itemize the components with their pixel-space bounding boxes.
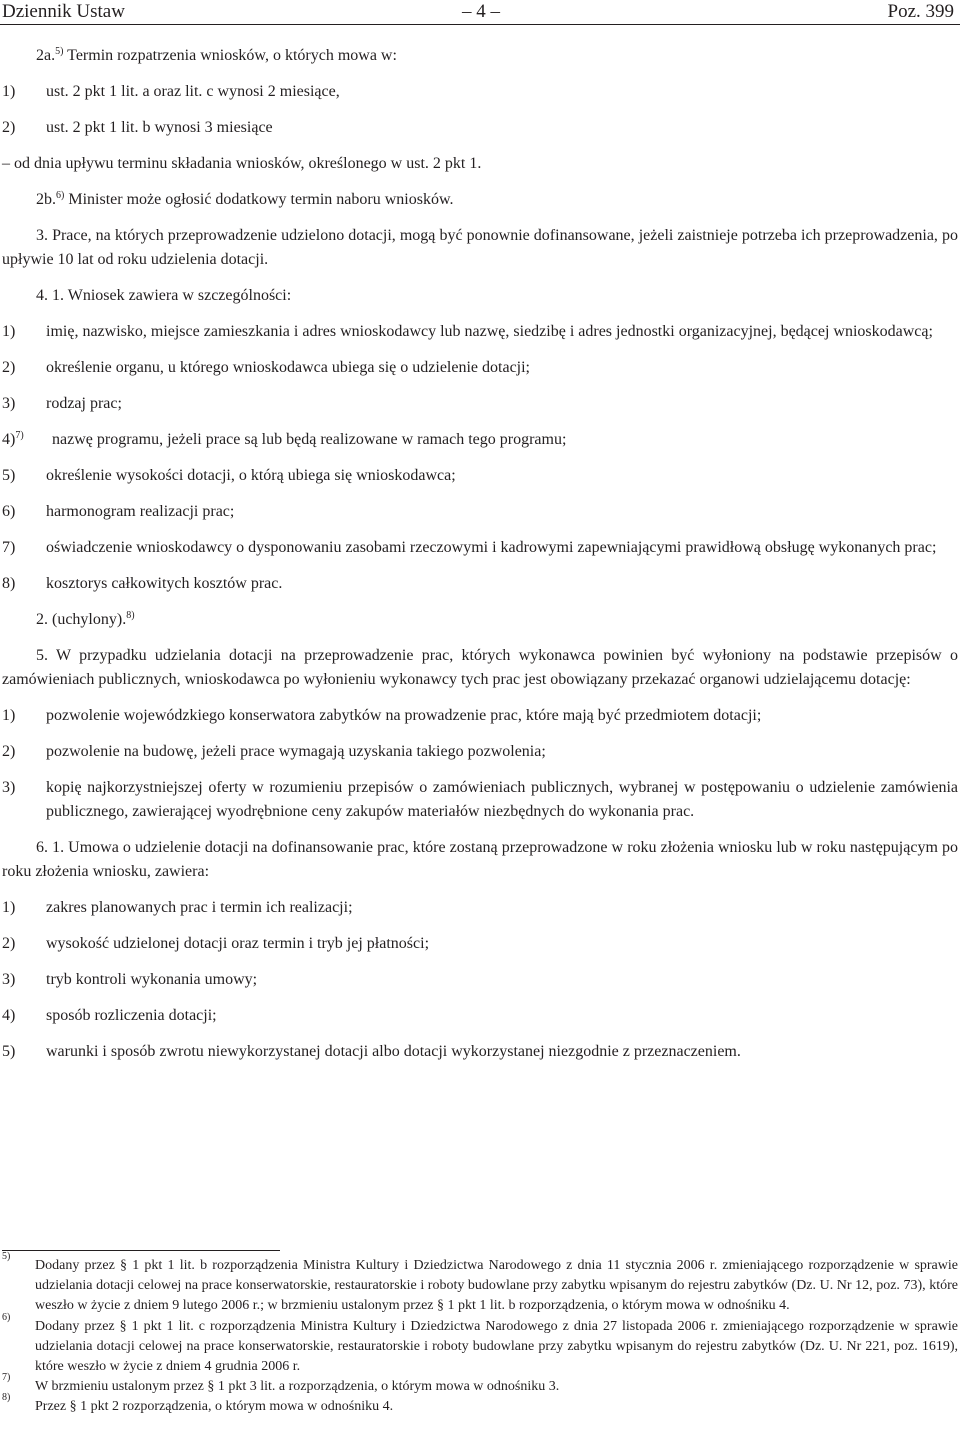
list-item	[2, 116, 958, 140]
list-item-text: nazwę programu, jeżeli prace są lub będą realizowane w ramach tego programu;	[52, 431, 567, 448]
list-item	[2, 500, 958, 524]
list-item-text: kosztorys całkowitych kosztów prac.	[46, 575, 283, 592]
footnote	[2, 1311, 958, 1378]
list-item	[2, 80, 958, 104]
footnote	[2, 1372, 958, 1397]
footnote-text: Przez § 1 pkt 2 rozporządzenia, o którym mowa w odnośniku 4.	[35, 1399, 394, 1415]
list-item-number: 2)	[2, 935, 16, 952]
list-item-number: 6)	[2, 503, 16, 520]
footnote-ref-8: 8)	[126, 610, 135, 621]
footnote-ref-7: 7)	[15, 430, 24, 441]
footnote-number: 6)	[2, 1311, 11, 1323]
list-item-number: 1)	[2, 899, 16, 916]
page-number: – 4 –	[462, 1, 500, 22]
list-item-text: imię, nazwisko, miejsce zamieszkania i adres wnioskodawcy lub nazwę, siedzibę i adres jednostki organizacyjnej, będącej wnioskodawcą;	[46, 323, 933, 340]
footnote-text: Dodany przez § 1 pkt 1 lit. c rozporządzenia Ministra Kultury i Dziedzictwa Narodowego z dnia 27 listopada 2006 r. zmieniającego rozporządzenie w sprawie udzielania dotacji celowej na prace konserwatorskie, restauratorskie i roboty budowlane przy zabytku wpisanym do rejestru zabytków (Dz. U. Nr 221, poz. 1619), które weszło w życie z dniem 4 grudnia 2006 r.	[35, 1318, 958, 1375]
list-item-number: 2)	[2, 743, 16, 760]
list-item	[2, 932, 958, 956]
paragraph-4-2	[2, 608, 958, 632]
list-item-number-text: 4)	[2, 431, 16, 448]
list-item-text: oświadczenie wnioskodawcy o dysponowaniu zasobami rzeczowymi i kadrowymi zapewniającymi prawidłową obsługę wykonanych prac;	[46, 539, 937, 556]
list-item-text: ust. 2 pkt 1 lit. a oraz lit. c wynosi 2 miesiące,	[46, 83, 340, 100]
list-item-number	[2, 428, 24, 452]
paragraph-2a-text: Termin rozpatrzenia wniosków, o których mowa w:	[67, 47, 397, 64]
list-item-text: pozwolenie wojewódzkiego konserwatora zabytków na prowadzenie prac, które mają być przedmiotem dotacji;	[46, 707, 762, 724]
list-item-text: zakres planowanych prac i termin ich realizacji;	[46, 899, 353, 916]
list-item	[2, 428, 958, 452]
footnote	[2, 1392, 958, 1417]
list-item-number: 1)	[2, 707, 16, 724]
list-item-number: 3)	[2, 971, 16, 988]
paragraph-2a	[2, 44, 958, 68]
header-divider	[0, 24, 960, 25]
footnotes	[2, 1251, 958, 1418]
list-item	[2, 776, 958, 824]
list-item-number: 3)	[2, 779, 16, 796]
list-item	[2, 572, 958, 596]
list-item-number: 8)	[2, 575, 16, 592]
document-body	[2, 44, 958, 1064]
list-item-text: harmonogram realizacji prac;	[46, 503, 235, 520]
list-item-number: 1)	[2, 83, 16, 100]
list-item	[2, 464, 958, 488]
list-item-text: kopię najkorzystniejszej oferty w rozumieniu przepisów o zamówieniach publicznych, wybranej w postępowaniu o udzielenie zamówienia publicznego, zawierającej wyodrębnione ceny zakupów materiałów niezbędnych do wykonania prac.	[46, 779, 958, 820]
list-item	[2, 896, 958, 920]
footnote-ref-5: 5)	[55, 46, 64, 57]
list-item-text: określenie wysokości dotacji, o którą ubiega się wnioskodawca;	[46, 467, 456, 484]
list-item	[2, 1040, 958, 1064]
footnote-number: 5)	[2, 1251, 11, 1262]
list-item	[2, 392, 958, 416]
list-item	[2, 704, 958, 728]
paragraph-6-intro: 6. 1. Umowa o udzielenie dotacji na dofinansowanie prac, które zostaną przeprowadzone w roku złożenia wniosku lub w roku następującym po roku złożenia wniosku, zawiera:	[2, 839, 958, 880]
footnote-text: W brzmieniu ustalonym przez § 1 pkt 3 lit. a rozporządzenia, o którym mowa w odnośniku 3.	[35, 1379, 560, 1395]
list-item	[2, 1004, 958, 1028]
list-item-number: 7)	[2, 539, 16, 556]
paragraph-5-intro: 5. W przypadku udzielania dotacji na przeprowadzenie prac, których wykonawca powinien być wyłoniony na podstawie przepisów o zamówieniach publicznych, wnioskodawca po wyłonieniu wykonawcy tych prac jest obowiązany przekazać organowi udzielającemu dotację:	[2, 647, 958, 688]
footnote-divider	[2, 1250, 280, 1251]
list-item-number: 3)	[2, 395, 16, 412]
footnote	[2, 1251, 958, 1317]
paragraph-2b-number: 2b.	[36, 191, 56, 208]
paragraph-4-2-text: 2. (uchylony).	[36, 611, 127, 628]
list-item-number: 2)	[2, 359, 16, 376]
paragraph-4-intro: 4. 1. Wniosek zawiera w szczególności:	[36, 287, 292, 304]
list-item	[2, 968, 958, 992]
list-item-text: sposób rozliczenia dotacji;	[46, 1007, 217, 1024]
list-item-text: ust. 2 pkt 1 lit. b wynosi 3 miesiące	[46, 119, 273, 136]
list-item-number: 2)	[2, 119, 16, 136]
list-item-text: określenie organu, u którego wnioskodawca ubiega się o udzielenie dotacji;	[46, 359, 530, 376]
list-item-number: 1)	[2, 323, 16, 340]
paragraph-2a-number: 2a.	[36, 47, 56, 64]
list-item-text: warunki i sposób zwrotu niewykorzystanej dotacji albo dotacji wykorzystanej niezgodnie z przeznaczeniem.	[46, 1043, 741, 1060]
list-item-text: rodzaj prac;	[46, 395, 122, 412]
journal-title: Dziennik Ustaw	[2, 1, 125, 22]
list-item-text: wysokość udzielonej dotacji oraz termin i tryb jej płatności;	[46, 935, 430, 952]
paragraph-3: 3. Prace, na których przeprowadzenie udzielono dotacji, mogą być ponownie dofinansowane, jeżeli zaistnieje potrzeba ich przeprowadzenia, po upływie 10 lat od roku udzielenia dotacji.	[2, 227, 958, 268]
list-item-number: 5)	[2, 467, 16, 484]
list-item	[2, 536, 958, 560]
page-header	[0, 0, 960, 26]
list-item-text: pozwolenie na budowę, jeżeli prace wymagają uzyskania takiego pozwolenia;	[46, 743, 546, 760]
footnote-text: Dodany przez § 1 pkt 1 lit. b rozporządzenia Ministra Kultury i Dziedzictwa Narodowego z dnia 11 stycznia 2006 r. zmieniającego rozporządzenie w sprawie udzielania dotacji celowej na prace konserwatorskie, restauratorskie i roboty budowlane przy zabytku wpisanym do rejestru zabytków (Dz. U. Nr 12, poz. 73), które weszło w życie z dniem 9 lutego 2006 r.; w brzmieniu ustalonym przez § 1 pkt 1 lit. b rozporządzenia, o którym mowa w odnośniku 4.	[35, 1258, 958, 1314]
list-item	[2, 320, 958, 344]
list-item-text: tryb kontroli wykonania umowy;	[46, 971, 258, 988]
position-number: Poz. 399	[887, 1, 954, 22]
footnote-ref-6: 6)	[56, 190, 65, 201]
list-item	[2, 740, 958, 764]
footnote-number: 7)	[2, 1372, 11, 1384]
footnote-number: 8)	[2, 1392, 11, 1404]
list-item-number: 5)	[2, 1043, 16, 1060]
paragraph-2a-tail: – od dnia upływu terminu składania wniosków, określonego w ust. 2 pkt 1.	[2, 155, 482, 172]
paragraph-2b-text: Minister może ogłosić dodatkowy termin naboru wniosków.	[68, 191, 454, 208]
list-item-number: 4)	[2, 1007, 16, 1024]
paragraph-2b	[2, 188, 958, 212]
list-item	[2, 356, 958, 380]
